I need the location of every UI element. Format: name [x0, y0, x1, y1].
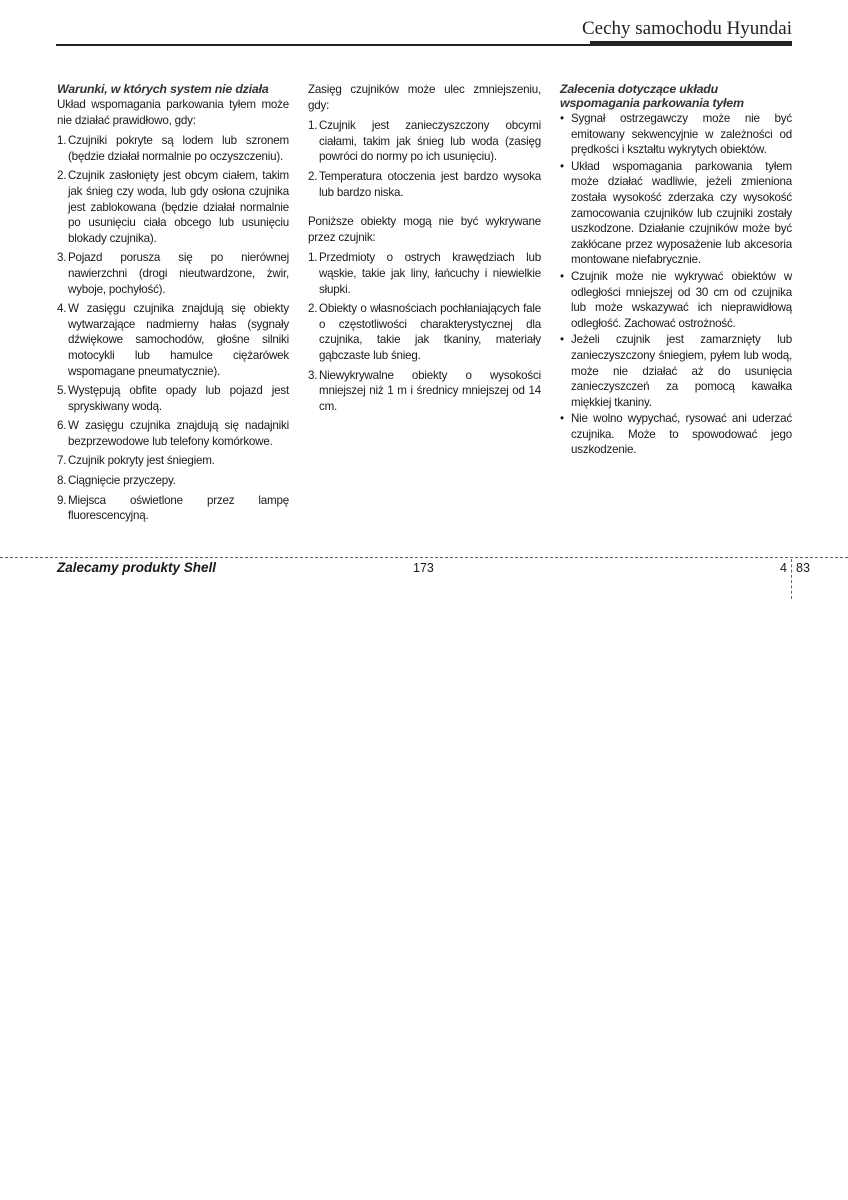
list-item: [308, 301, 541, 363]
list-item-text: Niewykrywalne obiekty o wysokości mniejszej niż 1 m i średnicy mniejszej od 14 cm.: [319, 368, 541, 413]
footer-slogan: Zalecamy produkty Shell: [57, 560, 217, 575]
list-item-number: 1.: [308, 119, 318, 133]
bullet-item: [560, 159, 792, 268]
list-item-number: 2.: [308, 169, 318, 183]
page-header-title: Cechy samochodu Hyundai: [581, 18, 792, 39]
column-2: [308, 82, 541, 418]
list-item-text: Występują obfite opady lub pojazd jest spryskiwany wodą.: [68, 384, 289, 413]
list-item: [308, 118, 541, 165]
list-item-text: Czujnik zasłonięty jest obcym ciałem, takim jak śnieg czy woda, lub gdy osłona czujnika jest zablokowana (będzie działał normalnie po usunięciu ciała obcego lub usunięciu blokady czujnika).: [68, 169, 289, 245]
list-item: [57, 383, 289, 414]
list-item-number: 4.: [57, 302, 67, 316]
section-heading: Zalecenia dotyczące układu wspomagania parkowania tyłem: [560, 82, 744, 110]
list-item: [57, 418, 289, 449]
bullet-icon: •: [560, 269, 564, 283]
bullet-icon: •: [560, 333, 564, 347]
list-item: [308, 368, 541, 415]
list-item-number: 5.: [57, 384, 67, 398]
list-item-text: Czujnik jest zanieczyszczony obcymi ciałami, takim jak śnieg lub woda (zasięg powróci do normy po ich usunięciu).: [319, 119, 541, 164]
column-1: [57, 82, 289, 528]
list-item: [57, 301, 289, 379]
bullet-list: [560, 111, 792, 458]
intro-paragraph-2: Poniższe obiekty mogą nie być wykrywane przez czujnik:: [308, 215, 541, 244]
bullet-item: [560, 111, 792, 158]
bullet-item: [560, 269, 792, 331]
intro-paragraph: Układ wspomagania parkowania tyłem może nie działać prawidłowo, gdy:: [57, 98, 289, 127]
list-item-text: Pojazd porusza się po nierównej nawierzchni (drogi nieutwardzone, żwir, wyboje, pochyłość).: [68, 251, 289, 296]
column-3: [560, 82, 792, 459]
footer-section-number: 4: [780, 561, 787, 575]
list-item: [57, 168, 289, 246]
list-item-text: Czujnik pokryty jest śniegiem.: [68, 454, 215, 468]
bullet-text: Sygnał ostrzegawczy może nie być emitowany sekwencyjnie w zależności od prędkości i kształtu wykrytych obiektów.: [571, 112, 792, 157]
list-item: [57, 133, 289, 164]
bullet-item: [560, 332, 792, 410]
list-item-text: W zasięgu czujnika znajdują się obiekty wytwarzające nadmierny hałas (sygnały dźwiękowe samochodów, głośne silniki motocykli lub hamulce ciężarówek wspomagane pneumatycznie).: [68, 302, 289, 378]
numbered-list: [57, 133, 289, 524]
bullet-text: Czujnik może nie wykrywać obiektów w odległości mniejszej od 30 cm od czujnika lub może wskazywać ich nieprawidłową odległość. Zachować ostrożność.: [571, 269, 792, 330]
bullet-text: Nie wolno wypychać, rysować ani uderzać czujnika. Może to spowodować jego uszkodzenie.: [571, 412, 792, 457]
list-item: [57, 473, 289, 489]
footer-divider: [0, 557, 848, 558]
list-item-number: 8.: [57, 474, 67, 488]
list-item-number: 9.: [57, 493, 67, 507]
list-item-text: Obiekty o własnościach pochłaniających fale o częstotliwości charakterystycznej dla czujnika, takie jak tkaniny, materiały gąbczaste lub śnieg.: [319, 302, 541, 362]
list-item: [308, 169, 541, 200]
bullet-icon: •: [560, 159, 564, 173]
bullet-item: [560, 411, 792, 458]
list-item-number: 1.: [308, 251, 318, 265]
list-item-number: 3.: [308, 368, 318, 382]
list-item-text: Przedmioty o ostrych krawędziach lub wąskie, takie jak liny, łańcuchy i niewielkie słupki.: [319, 251, 541, 296]
list-item-text: Miejsca oświetlone przez lampę fluorescencyjną.: [68, 493, 289, 523]
bullet-icon: •: [560, 112, 564, 125]
numbered-list-2: [308, 250, 541, 414]
list-item-number: 7.: [57, 454, 67, 468]
list-item: [308, 250, 541, 297]
bullet-text: Jeżeli czujnik jest zamarznięty lub zanieczyszczony śniegiem, pyłem lub wodą, może nie działać aż do usunięcia zanieczyszczeń za pomocą kawałka miękkiej tkaniny.: [571, 333, 792, 409]
numbered-list: [308, 118, 541, 200]
list-item-text: Czujniki pokryte są lodem lub szronem (będzie działał normalnie po oczyszczeniu).: [68, 134, 289, 163]
bullet-icon: •: [560, 412, 564, 426]
list-item: [57, 493, 289, 524]
header-rule-accent: [590, 41, 792, 46]
footer-page-number: 173: [413, 561, 434, 575]
list-item-number: 6.: [57, 419, 67, 433]
intro-paragraph: Zasięg czujników może ulec zmniejszeniu, gdy:: [308, 83, 541, 112]
list-item-number: 2.: [57, 169, 67, 183]
footer-separator: [791, 559, 792, 599]
section-heading: Warunki, w których system nie działa: [57, 82, 269, 96]
list-item: [57, 250, 289, 297]
footer-section-page: 83: [796, 561, 810, 575]
list-item-number: 1.: [57, 134, 67, 148]
list-item-text: Ciągnięcie przyczepy.: [68, 474, 176, 488]
list-item-text: W zasięgu czujnika znajdują się nadajniki bezprzewodowe lub telefony komórkowe.: [68, 419, 289, 448]
list-item-text: Temperatura otoczenia jest bardzo wysoka lub bardzo niska.: [319, 169, 541, 199]
list-item: [57, 453, 289, 469]
bullet-text: Układ wspomagania parkowania tyłem może działać wadliwie, jeżeli zmieniona została wysokość zderzaka czy wysokość zamocowania czujników lub czujniki zostały uszkodzone. Działanie czujników może być zakłócane przez wyposażenie lub akcesoria montowane niefabrycznie.: [571, 159, 792, 267]
list-item-number: 2.: [308, 302, 318, 316]
list-item-number: 3.: [57, 251, 67, 265]
